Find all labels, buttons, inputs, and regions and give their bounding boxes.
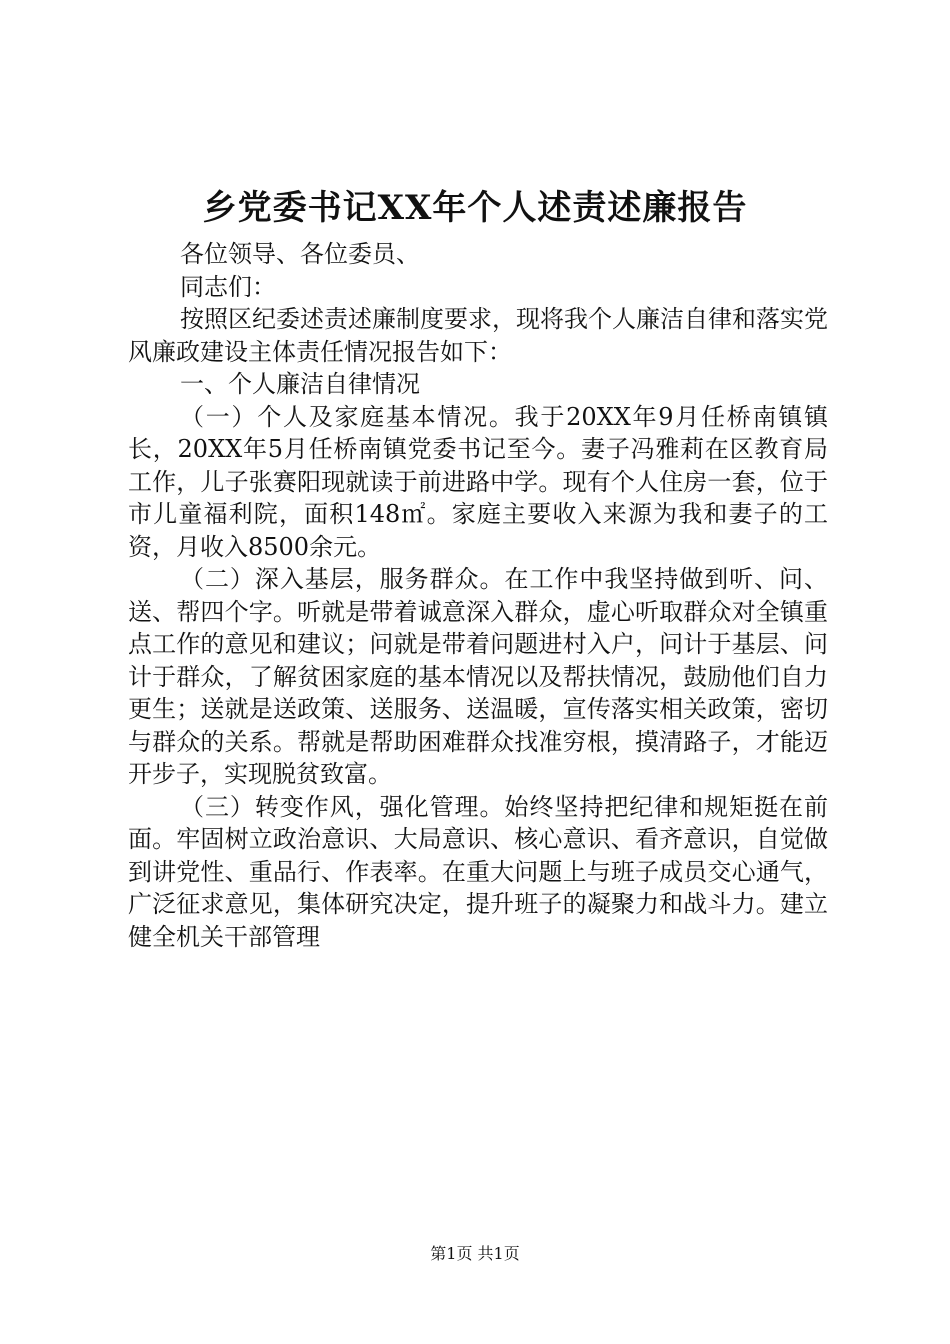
paragraph-work-style: （三）转变作风，强化管理。始终坚持把纪律和规矩挺在前面。牢固树立政治意识、大局意识、核心意识、看齐意识，自觉做到讲党性、重品行、作表率。在重大问题上与班子成员交心通气，广泛征求意见，集体研究决定，提升班子的凝聚力和战斗力。建立健全机关干部管理 [128, 792, 828, 951]
intro-paragraph: 按照区纪委述责述廉制度要求，现将我个人廉洁自律和落实党风廉政建设主体责任情况报告如下： [128, 305, 828, 366]
salutation-line-1: 各位领导、各位委员、 [180, 240, 420, 268]
salutation-line-2: 同志们： [180, 272, 276, 301]
document-body [128, 238, 828, 953]
section-heading: 一、个人廉洁自律情况 [180, 370, 420, 398]
page-footer: 第1页 共1页 [430, 1244, 520, 1263]
paragraph-serve-masses: （二）深入基层，服务群众。在工作中我坚持做到听、问、送、帮四个字。听就是带着诚意深入群众，虚心听取群众对全镇重点工作的意见和建议；问就是带着问题进村入户，问计于基层、问计于群众，了解贫困家庭的基本情况以及帮扶情况，鼓励他们自力更生；送就是送政策、送服务、送温暖，宣传落实相关政策，密切与群众的关系。帮就是帮助困难群众找准穷根，摸清路子，才能迈开步子，实现脱贫致富。 [128, 565, 828, 788]
paragraph-family-info: （一）个人及家庭基本情况。我于20XX年9月任桥南镇镇长，20XX年5月任桥南镇党委书记至今。妻子冯雅莉在区教育局工作，儿子张赛阳现就读于前进路中学。现有个人住房一套，位于市儿童福利院，面积148㎡。家庭主要收入来源为我和妻子的工资，月收入8500余元。 [128, 402, 828, 561]
document-title: 乡党委书记XX年个人述责述廉报告 [202, 188, 748, 228]
